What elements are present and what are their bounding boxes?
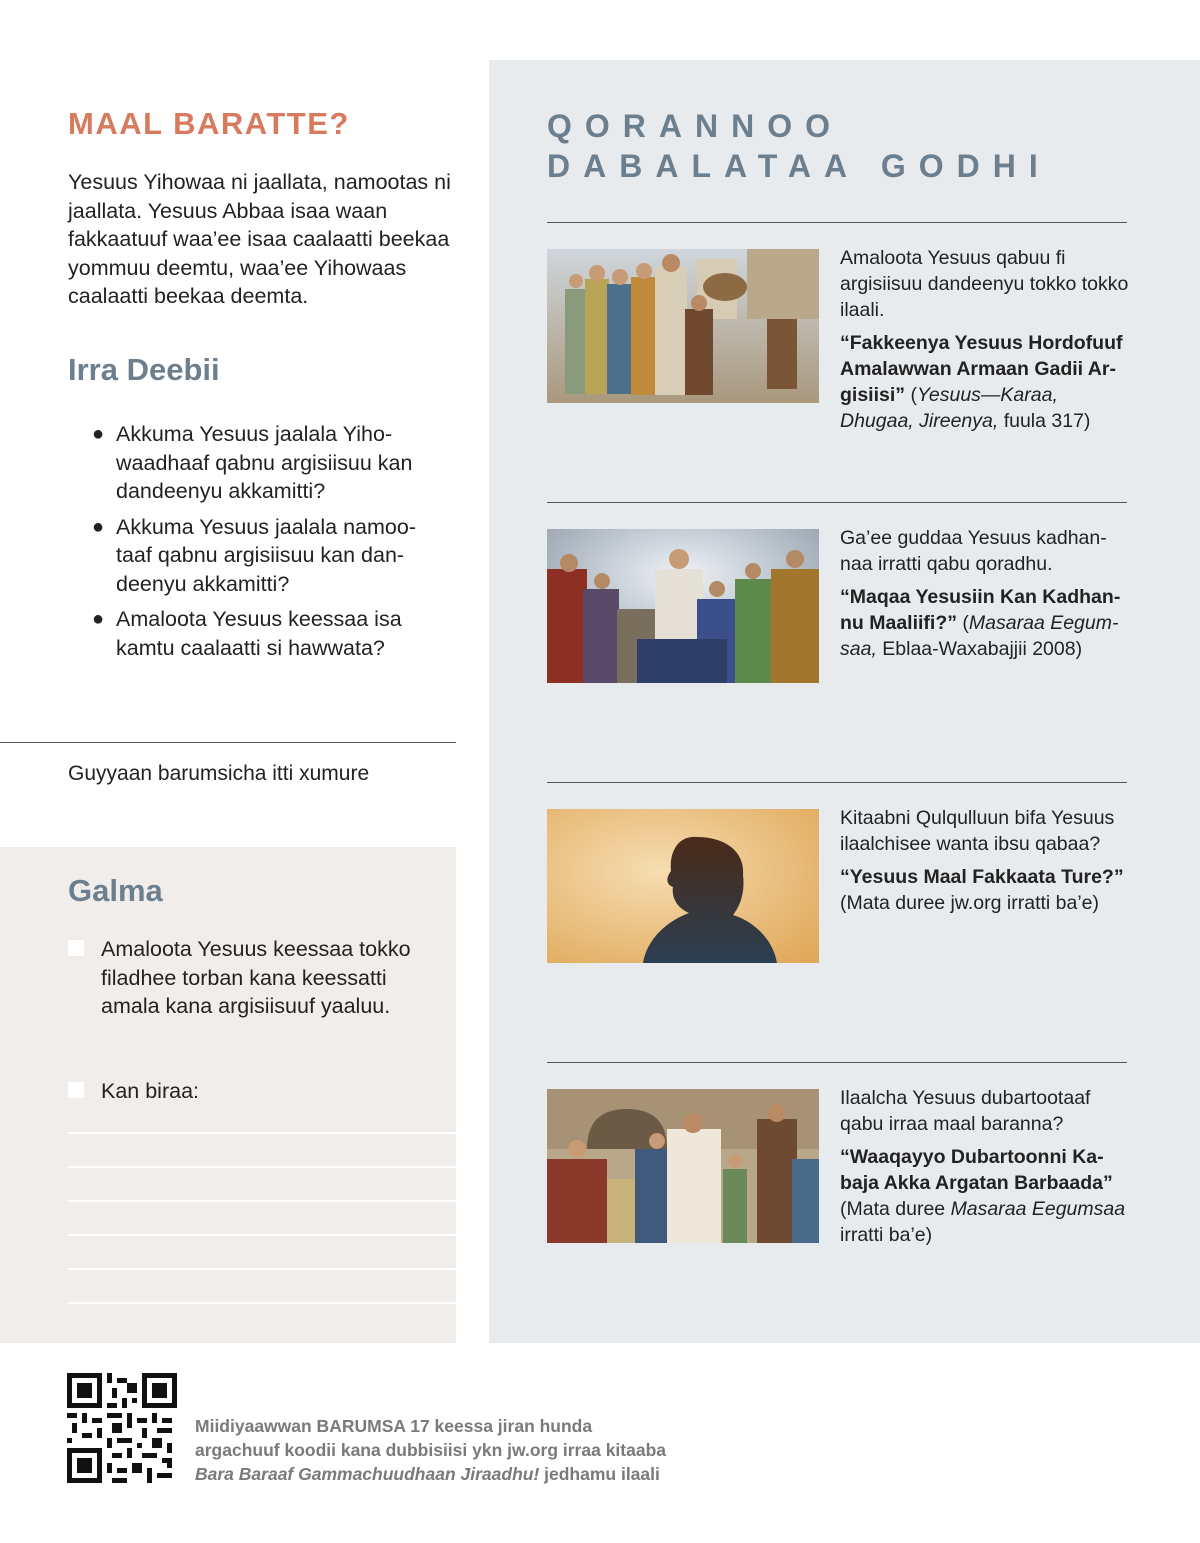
study-reference: “Waaqayyo Dubartoonni Kabaja Akka Argatan Barbaada” (Mata duree Masaraa Eegumsaa irratti ba’e) xyxy=(840,1146,1126,1246)
article-title-link[interactable]: “Fakkeenya Yesuus Hordofuuf Amalawwan Armaan Gadii Argisiisi” xyxy=(840,332,1123,406)
review-question: ● Akkuma Yesuus jaalala namootaaf qabnu argisiisuu kan dandeenyu akkamitti? xyxy=(92,514,417,596)
writing-line[interactable] xyxy=(68,1132,456,1134)
completion-date-label: Guyyaan barumsicha itti xumure xyxy=(68,762,370,785)
review-questions-list xyxy=(92,420,422,669)
writing-line[interactable] xyxy=(68,1234,456,1236)
goal-box xyxy=(0,847,456,1343)
bullet-icon: ● xyxy=(92,608,105,630)
study-item xyxy=(840,245,1130,441)
qr-code-icon[interactable] xyxy=(67,1373,177,1483)
study-reference: “Yesuus Maal Fakkaata Ture?” (Mata duree jw.org irratti ba’e) xyxy=(840,866,1124,914)
intro-paragraph: Yesuus Yihowaa ni jaallata, namootas ni jaallata. Yesuus Abbaa isaa waan fakkaatuuf waa’ee isaa caalaatti beekaa yommuu deemtu, waa’ee Yihowaas caalaatti beekaa deemta. xyxy=(68,170,451,308)
goal-item xyxy=(68,1077,428,1106)
writing-line[interactable] xyxy=(68,1268,456,1270)
divider xyxy=(547,1062,1127,1063)
further-study-heading: QORANNOO DABALATAA GODHI xyxy=(547,108,1051,184)
bullet-icon: ● xyxy=(92,423,105,445)
goal-text: Kan biraa: xyxy=(101,1079,200,1103)
study-question: Amaloota Yesuus qabuu fi argisiisuu dandeenyu tokko tokko ilaali. xyxy=(840,247,1129,321)
study-reference: “Fakkeenya Yesuus Hordofuuf Amalawwan Armaan Gadii Argisiisi” (Yesuus—Karaa, Dhugaa, Jireenya, fuula 317) xyxy=(840,332,1123,432)
study-question: Ga’ee guddaa Yesuus kadhannaa irratti qabu qoradhu. xyxy=(840,527,1107,575)
review-question: ● Akkuma Yesuus jaalala Yihowaadhaaf qabnu argisiisuu kan dandeenyu akkamitti? xyxy=(92,422,413,503)
article-title-link[interactable]: “Waaqayyo Dubartoonni Kabaja Akka Argatan Barbaada” xyxy=(840,1146,1113,1194)
goal-checkbox[interactable] xyxy=(68,1082,84,1098)
divider xyxy=(547,222,1127,223)
study-reference: “Maqaa Yesusiin Kan Kadhannu Maaliifi?” (Masaraa Eegumsaa, Eblaa-Waxabajjii 2008) xyxy=(840,586,1121,660)
writing-line[interactable] xyxy=(68,1166,456,1168)
jesus-silhouette-image xyxy=(547,809,819,963)
publication-title: Bara Baraaf Gammachuudhaan Jiraadhu! xyxy=(195,1464,540,1484)
bullet-icon: ● xyxy=(92,515,105,538)
divider xyxy=(547,502,1127,503)
article-title-link[interactable]: “Yesuus Maal Fakkaata Ture?” xyxy=(840,866,1124,888)
article-title-link[interactable]: “Maqaa Yesusiin Kan Kadhannu Maaliifi?” xyxy=(840,586,1121,634)
study-question: Kitaabni Qulqulluun bifa Yesuus ilaalchisee wanta ibsu qabaa? xyxy=(840,807,1115,855)
footer-note: Miidiyaawwan BARUMSA 17 keessa jiran hunda argachuuf koodii kana dubbisiisi ykn jw.org irraa kitaaba Bara Baraaf Gammachuudhaan Jiraadhu! jedhamu ilaali xyxy=(195,1416,667,1484)
study-item xyxy=(840,1085,1130,1255)
study-question: Ilaalcha Yesuus dubartootaaf qabu irraa maal baranna? xyxy=(840,1087,1091,1135)
jesus-with-disciples-in-town-image xyxy=(547,249,819,403)
goal-text: Amaloota Yesuus keessaa tokko filadhee torban kana keessatti amala kana argisiisuuf yaaluu. xyxy=(101,937,411,1018)
goal-item xyxy=(68,935,428,1021)
review-question: ● Amaloota Yesuus keessaa isa kamtu caalaatti si hawwata? xyxy=(92,607,402,660)
study-item xyxy=(840,805,1130,923)
study-item xyxy=(840,525,1130,669)
writing-line[interactable] xyxy=(68,1200,456,1202)
jesus-teaching-apostles-image xyxy=(547,529,819,683)
divider xyxy=(0,742,456,743)
publication-title: Masaraa Eegumsaa, xyxy=(840,612,1119,660)
section-heading-what-will-you-learn: MAAL BARATTE? xyxy=(68,106,350,141)
writing-line[interactable] xyxy=(68,1302,456,1304)
goal-checkbox[interactable] xyxy=(68,940,84,956)
review-heading: Irra Deebii xyxy=(68,352,220,387)
publication-title: Masaraa Eegumsaa xyxy=(950,1198,1126,1220)
divider xyxy=(547,782,1127,783)
goal-heading: Galma xyxy=(68,873,163,908)
publication-title: Yesuus—Karaa, Dhugaa, Jireenya, xyxy=(840,384,1058,432)
jesus-with-children-image xyxy=(547,1089,819,1243)
